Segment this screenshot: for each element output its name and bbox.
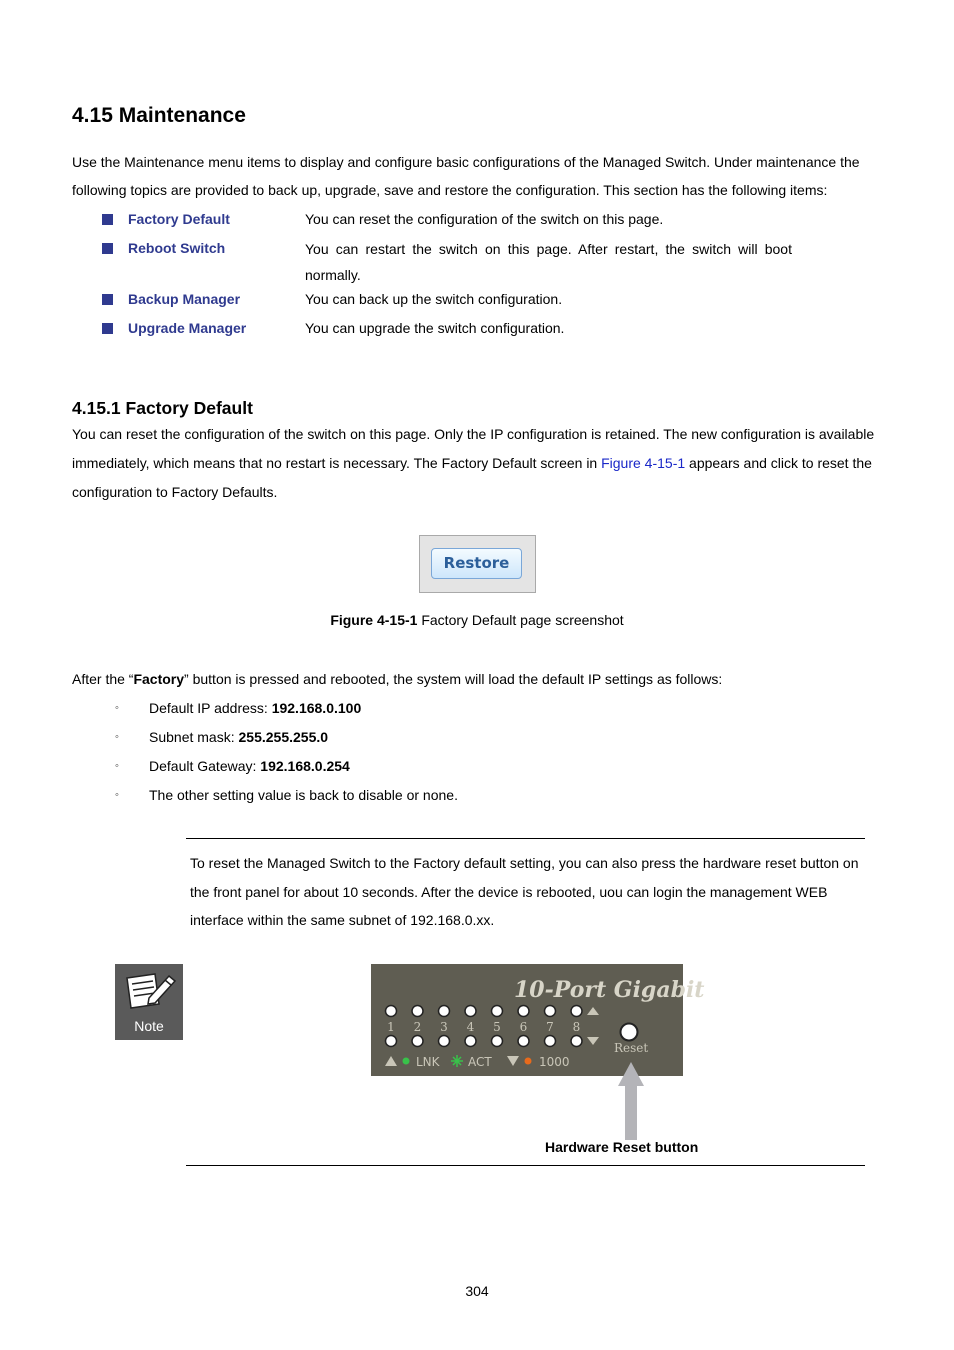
port-number: 2 xyxy=(413,1020,422,1034)
subsection-heading: 4.15.1 Factory Default xyxy=(72,398,253,418)
bullet-icon: ◦ xyxy=(115,702,119,714)
bullet-square-icon xyxy=(102,214,113,225)
menu-item-factory-default[interactable]: Factory Default xyxy=(128,211,230,227)
port-led-top xyxy=(465,1006,476,1017)
factory-default-paragraph xyxy=(72,420,884,507)
port-led-top xyxy=(412,1006,423,1017)
restore-button[interactable]: Restore xyxy=(431,548,522,579)
list-item-value: 192.168.0.254 xyxy=(260,758,350,774)
notepad-pencil-icon xyxy=(115,964,183,1016)
menu-item-backup-manager[interactable]: Backup Manager xyxy=(128,291,241,307)
menu-item-desc: You can upgrade the switch configuration. xyxy=(305,320,565,336)
note-text: To reset the Managed Switch to the Factory default setting, you can also press the hardware reset button on the front panel for about 10 seconds. After the device is rebooted, uou can login the management WEB interface within the same subnet of 192.168.0.xx. xyxy=(190,855,859,928)
figure-caption xyxy=(0,612,954,628)
bullet-icon: ◦ xyxy=(115,760,119,772)
bullet-square-icon xyxy=(102,323,113,334)
page-number: 304 xyxy=(465,1283,489,1299)
after-paragraph xyxy=(72,665,884,693)
port-led-bottom xyxy=(518,1036,529,1047)
port-number: 4 xyxy=(466,1020,475,1034)
port-led-bottom xyxy=(492,1036,503,1047)
port-led-bottom xyxy=(386,1036,397,1047)
port-led-top xyxy=(518,1006,529,1017)
menu-item-desc: You can restart the switch on this page. After restart, the switch will boot normally. xyxy=(305,241,792,283)
pointer-arrow-icon xyxy=(614,1062,648,1142)
restore-screenshot xyxy=(419,535,536,593)
note-bottom-rule xyxy=(186,1165,865,1166)
panel-title: 10-Port Gigabit xyxy=(514,977,705,1003)
intro-paragraph: Use the Maintenance menu items to display and configure basic configurations of the Managed Switch. Under maintenance the following topics are provided to back up, upgrade, save and restore the configuration. This section has the following items: xyxy=(72,154,860,198)
front-panel-svg xyxy=(371,964,705,1076)
port-led-bottom xyxy=(439,1036,450,1047)
port-led-bottom xyxy=(545,1036,556,1047)
list-item xyxy=(149,729,328,745)
list-item-label: Default IP address: xyxy=(149,700,272,716)
port-led-top xyxy=(492,1006,503,1017)
section-heading: 4.15 Maintenance xyxy=(72,104,246,127)
port-number: 6 xyxy=(519,1020,528,1034)
port-number: 3 xyxy=(440,1020,448,1034)
list-item-label: Default Gateway: xyxy=(149,758,261,774)
bullet-icon: ◦ xyxy=(115,789,119,801)
menu-item-desc: You can reset the configuration of the switch on this page. xyxy=(305,211,664,227)
port-number: 8 xyxy=(572,1020,581,1034)
port-led-top xyxy=(571,1006,582,1017)
list-item-value: 192.168.0.100 xyxy=(271,700,362,716)
menu-item-upgrade-manager[interactable]: Upgrade Manager xyxy=(128,320,247,336)
figure-caption-label: Figure 4-15-1 xyxy=(330,612,418,628)
port-number: 5 xyxy=(493,1020,501,1034)
note-icon xyxy=(115,964,183,1040)
port-led-top xyxy=(545,1006,556,1017)
paragraph-text: appears and click to reset the configuration to Factory Defaults. xyxy=(72,455,872,500)
list-item xyxy=(149,700,361,716)
menu-item-reboot-switch[interactable]: Reboot Switch xyxy=(128,240,226,256)
note-label: Note xyxy=(134,1018,164,1034)
port-led-bottom xyxy=(465,1036,476,1047)
port-number: 1 xyxy=(387,1020,395,1034)
reset-label: Reset xyxy=(614,1041,649,1055)
list-item xyxy=(149,787,458,803)
legend-lnk: LNK xyxy=(416,1055,440,1069)
green-led-icon xyxy=(403,1058,410,1065)
paragraph-text: You can reset the configuration of the switch on this page. Only the IP configuration is retained. The new configuration is available immediately, which means that no restart is necessary. The Factory Default screen in xyxy=(72,426,875,471)
bullet-square-icon xyxy=(102,294,113,305)
figure-caption-text: Factory Default page screenshot xyxy=(417,612,624,628)
list-item-value: 255.255.255.0 xyxy=(238,729,329,745)
list-item-label: The other setting value is back to disable or none. xyxy=(149,787,458,803)
port-led-bottom xyxy=(412,1036,423,1047)
paragraph-bold: Factory xyxy=(133,671,185,687)
note-top-rule xyxy=(186,838,865,839)
port-led-top xyxy=(439,1006,450,1017)
paragraph-text: After the “ xyxy=(72,671,134,687)
list-item xyxy=(149,758,350,774)
paragraph-text: ” button is pressed and rebooted, the system will load the default IP settings as follows: xyxy=(184,671,723,687)
port-number: 7 xyxy=(546,1020,554,1034)
port-led-top xyxy=(386,1006,397,1017)
hardware-reset-caption: Hardware Reset button xyxy=(545,1139,699,1155)
front-panel-image xyxy=(371,964,705,1076)
menu-item-desc: You can back up the switch configuration. xyxy=(305,291,563,307)
bullet-icon: ◦ xyxy=(115,731,119,743)
reset-button[interactable] xyxy=(621,1024,638,1041)
orange-led-icon xyxy=(525,1058,532,1065)
port-led-bottom xyxy=(571,1036,582,1047)
legend-1000: 1000 xyxy=(539,1055,570,1069)
legend-act: ACT xyxy=(468,1055,492,1069)
list-item-label: Subnet mask: xyxy=(149,729,239,745)
bullet-square-icon xyxy=(102,243,113,254)
figure-link[interactable]: Figure 4-15-1 xyxy=(601,455,686,471)
